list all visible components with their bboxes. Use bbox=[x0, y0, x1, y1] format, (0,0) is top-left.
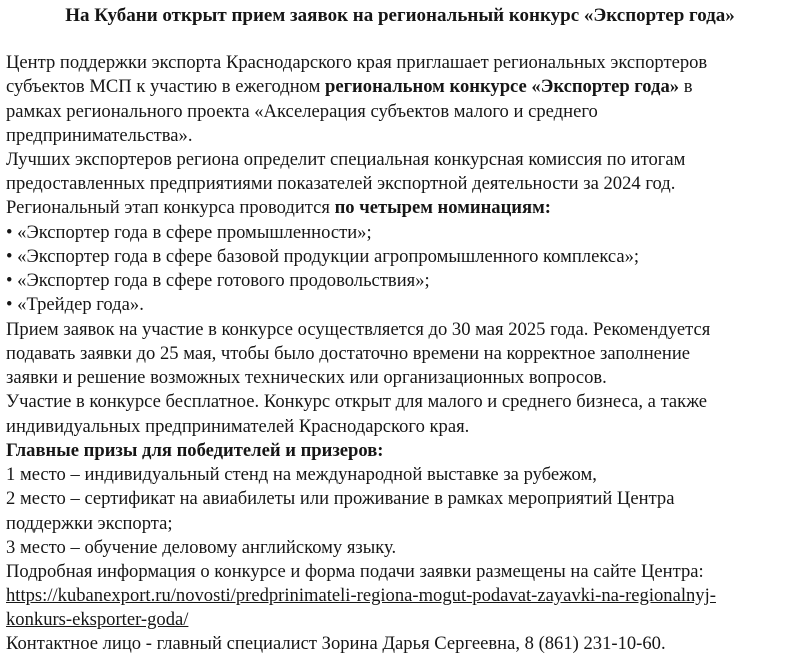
page-title: На Кубани открыт прием заявок на региональный конкурс «Экспортер года» bbox=[65, 5, 735, 26]
website-link[interactable]: https://kubanexport.ru/novosti/predprinimateli-regiona-mogut-podavat-zayavki-na-regionalnyj- bbox=[6, 585, 716, 606]
nomination-item: • «Экспортер года в сфере базовой продукции агропромышленного комплекса»; bbox=[6, 246, 640, 267]
nomination-item: • «Экспортер года в сфере готового продовольствия»; bbox=[6, 270, 430, 291]
deadline-line-1: Прием заявок на участие в конкурсе осуществляется до 30 мая 2025 года. Рекомендуется bbox=[6, 319, 711, 340]
nomination-item: • «Экспортер года в сфере промышленности»; bbox=[6, 222, 372, 243]
contest-name-bold: региональном конкурсе «Экспортер года» bbox=[325, 76, 680, 97]
intro-line-4: предпринимательства». bbox=[6, 125, 193, 146]
commission-line-2: предоставленных предприятиями показателей экспортной деятельности за 2024 год. bbox=[6, 173, 676, 194]
participation-line-1: Участие в конкурсе бесплатное. Конкурс открыт для малого и среднего бизнеса, а также bbox=[6, 391, 708, 412]
stage-text: Региональный этап конкурса проводится bbox=[6, 197, 335, 218]
intro-line-2 bbox=[6, 76, 693, 98]
intro-line-3: рамках регионального проекта «Акселерация субъектов малого и среднего bbox=[6, 101, 598, 122]
website-link-line-2[interactable] bbox=[6, 609, 188, 631]
prize-first: 1 место – индивидуальный стенд на международной выставке за рубежом, bbox=[6, 464, 597, 485]
prize-third: 3 место – обучение деловому английскому языку. bbox=[6, 537, 397, 558]
commission-line-1: Лучших экспортеров региона определит специальная конкурсная комиссия по итогам bbox=[6, 149, 686, 170]
participation-line-2: индивидуальных предпринимателей Краснодарского края. bbox=[6, 416, 470, 437]
website-link-line-1[interactable] bbox=[6, 585, 716, 607]
stage-nominations-bold: по четырем номинациям: bbox=[334, 197, 551, 218]
contact-line: Контактное лицо - главный специалист Зорина Дарья Сергеевна, 8 (861) 231-10-60. bbox=[6, 633, 666, 654]
info-line: Подробная информация о конкурсе и форма подачи заявки размещены на сайте Центра: bbox=[6, 561, 704, 582]
deadline-line-2: подавать заявки до 25 мая, чтобы было достаточно времени на корректное заполнение bbox=[6, 343, 691, 364]
intro-line-2-end: в bbox=[679, 76, 693, 97]
prize-second: 2 место – сертификат на авиабилеты или проживание в рамках мероприятий Центра bbox=[6, 488, 675, 509]
deadline-line-3: заявки и решение возможных технических или организационных вопросов. bbox=[6, 367, 607, 388]
intro-line-2-text: субъектов МСП к участию в ежегодном bbox=[6, 76, 326, 97]
nomination-item: • «Трейдер года». bbox=[6, 294, 144, 315]
intro-line-1: Центр поддержки экспорта Краснодарского края приглашает региональных экспортеров bbox=[6, 52, 708, 73]
prizes-heading: Главные призы для победителей и призеров: bbox=[6, 440, 384, 461]
stage-line bbox=[6, 197, 551, 219]
website-link-continued[interactable]: konkurs-eksporter-goda/ bbox=[6, 609, 189, 630]
prize-second-continued: поддержки экспорта; bbox=[6, 513, 173, 534]
